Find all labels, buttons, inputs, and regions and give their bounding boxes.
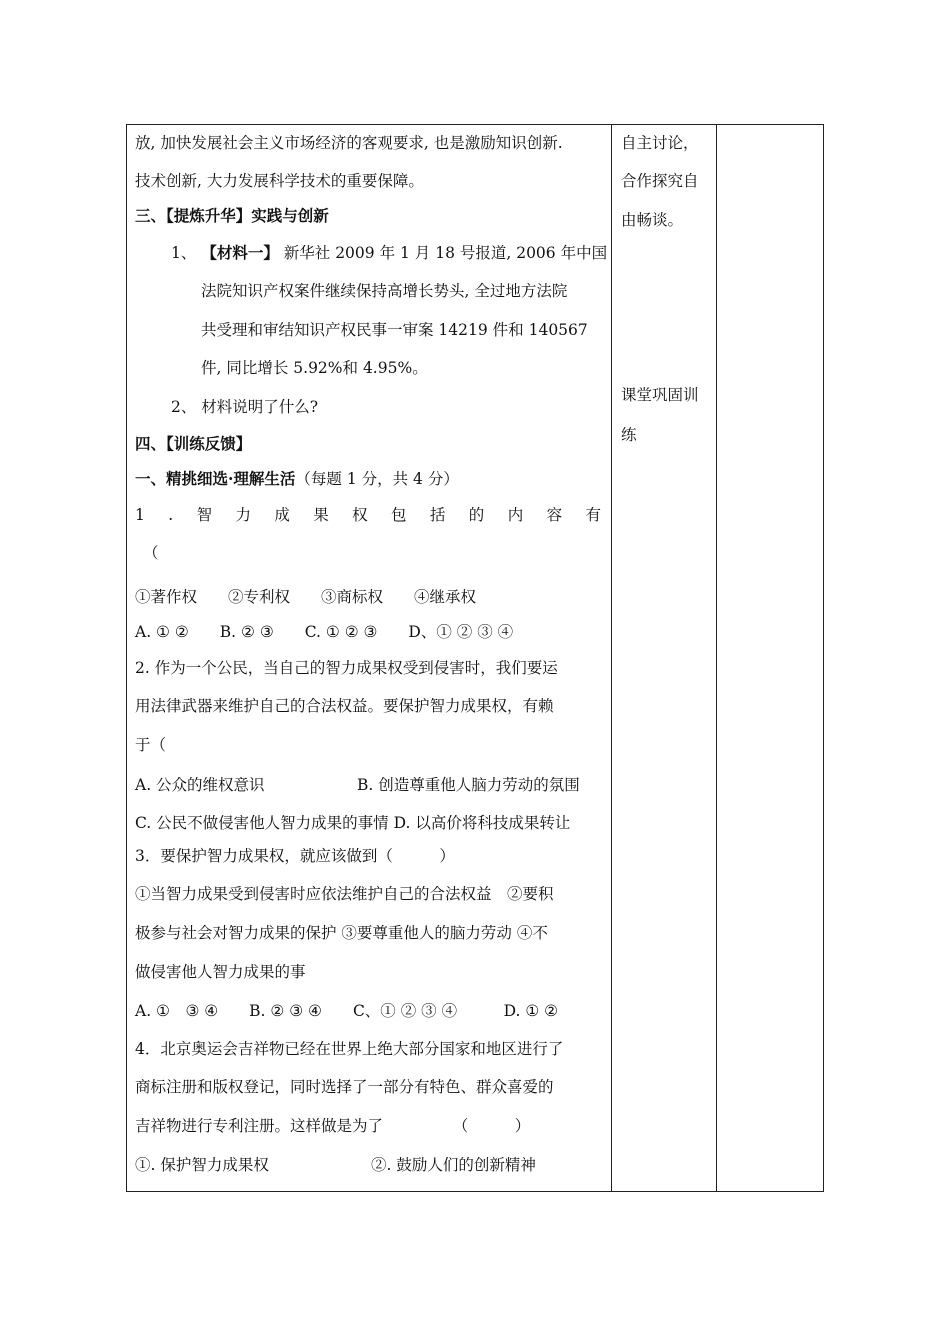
subsection-heading xyxy=(135,469,459,489)
q2-option-a: A. 公众的维权意识 xyxy=(135,776,265,794)
q1-char: 有 xyxy=(585,506,601,524)
q1-char: 容 xyxy=(546,506,563,524)
q3-choices: A. ① ③ ④ B. ② ③ ④ C、① ② ③ ④ D. ① ② xyxy=(135,1002,559,1020)
material-item1-text: 新华社 2009 年 1 月 18 号报道, 2006 年中国 xyxy=(283,244,608,262)
material-item2: 2、 材料说明了什么? xyxy=(171,398,319,416)
q3-line: ①当智力成果受到侵害时应依法维护自己的合法权益 ②要积 xyxy=(135,885,554,903)
side-note-practice: 练 xyxy=(621,426,637,444)
material-item1-line: 法院知识产权案件继续保持高增长势头, 全过地方法院 xyxy=(201,282,568,300)
section4-heading: 四、【训练反馈】 xyxy=(135,434,252,453)
lesson-table xyxy=(126,124,824,1192)
q2-option-b: B. 创造尊重他人脑力劳动的氛围 xyxy=(357,776,580,794)
q2-line: 于（ xyxy=(135,736,167,754)
q1-char: 包 xyxy=(391,506,407,524)
material-item1-line: 件, 同比增长 5.92%和 4.95%。 xyxy=(201,359,428,377)
q1-char: 果 xyxy=(313,506,329,524)
side-note-discussion: 合作探究自 xyxy=(621,172,699,190)
intro-line: 放, 加快发展社会主义市场经济的客观要求, 也是激励知识创新. xyxy=(135,134,563,152)
material-item1-number: 1、 xyxy=(171,244,197,262)
section3-heading: 三、【提炼升华】实践与创新 xyxy=(135,206,329,225)
subsection-title: 一、精挑细选·理解生活 xyxy=(135,469,296,488)
q3-line: 3．要保护智力成果权，就应该做到（ ） xyxy=(135,847,455,865)
q1-char: 力 xyxy=(235,506,251,524)
q4-option-2: ②. 鼓励人们的创新精神 xyxy=(371,1156,536,1174)
q1-stem xyxy=(135,505,601,525)
q1-char: 权 xyxy=(352,506,368,524)
intro-line: 技术创新, 大力发展科学技术的重要保障。 xyxy=(135,172,424,190)
q1-char: 内 xyxy=(507,506,524,524)
q2-line: 用法律武器来维护自己的合法权益。要保护智力成果权，有赖 xyxy=(135,697,554,715)
q2-line: 2. 作为一个公民，当自己的智力成果权受到侵害时，我们要运 xyxy=(135,659,558,677)
q1-char: 的 xyxy=(468,506,485,524)
q4-line: 商标注册和版权登记，同时选择了一部分有特色、群众喜爱的 xyxy=(135,1078,554,1096)
column-divider xyxy=(716,125,717,1191)
side-note-discussion: 自主讨论， xyxy=(621,134,699,152)
q4-option-1: ①. 保护智力成果权 xyxy=(135,1156,269,1174)
q2-options-cd: C. 公民不做侵害他人智力成果的事情 D. 以高价将科技成果转让 xyxy=(135,814,571,832)
material-item1-first-line xyxy=(171,243,607,263)
subsection-note: （每题 1 分，共 4 分） xyxy=(295,470,459,488)
q1-char: 成 xyxy=(274,506,290,524)
q1-choices: A. ① ② B. ② ③ C. ① ② ③ D、① ② ③ ④ xyxy=(135,623,514,641)
material-item1-line: 共受理和审结知识产权民事一审案 14219 件和 140567 xyxy=(201,321,588,339)
side-note-practice: 课堂巩固训 xyxy=(621,386,699,404)
q1-char: 1 xyxy=(135,506,145,524)
q3-line: 做侵害他人智力成果的事 xyxy=(135,963,306,981)
q4-line: 4．北京奥运会吉祥物已经在世界上绝大部分国家和地区进行了 xyxy=(135,1040,564,1058)
material-item1-label: 【材料一】 xyxy=(201,243,279,262)
column-divider xyxy=(611,125,612,1191)
q1-paren: （ xyxy=(143,544,159,562)
q1-char: 智 xyxy=(196,506,213,524)
side-note-discussion: 由畅谈。 xyxy=(621,211,684,229)
q1-char: . xyxy=(168,506,174,524)
q1-options: ①著作权 ②专利权 ③商标权 ④继承权 xyxy=(135,588,477,606)
q4-line: 吉祥物进行专利注册。这样做是为了 （ ） xyxy=(135,1117,531,1135)
q3-line: 极参与社会对智力成果的保护 ③要尊重他人的脑力劳动 ④不 xyxy=(135,924,548,942)
q1-char: 括 xyxy=(429,506,446,524)
